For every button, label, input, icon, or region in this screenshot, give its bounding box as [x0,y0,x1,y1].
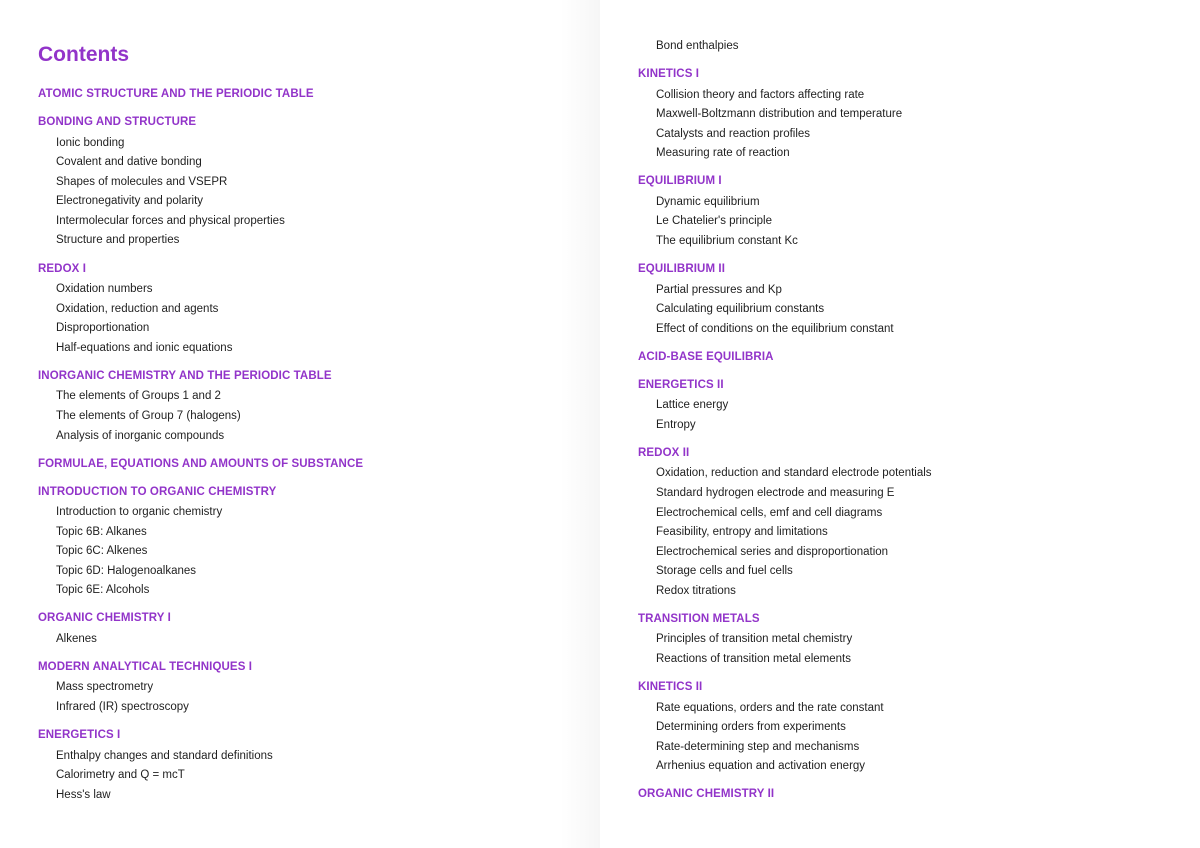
contents-item: Dynamic equilibrium [656,196,760,208]
contents-item: Oxidation, reduction and agents [56,303,219,315]
section-heading: ACID-BASE EQUILIBRIA [638,351,774,363]
section-heading: INTRODUCTION TO ORGANIC CHEMISTRY [38,486,277,498]
contents-item: Collision theory and factors affecting rate [656,89,865,101]
contents-item: Alkenes [56,633,97,645]
section-heading: ATOMIC STRUCTURE AND THE PERIODIC TABLE [38,88,314,100]
contents-item: Lattice energy [656,399,729,411]
section-heading: FORMULAE, EQUATIONS AND AMOUNTS OF SUBSTANCE [38,458,364,470]
contents-item: Maxwell-Boltzmann distribution and temperature [656,108,903,120]
contents-item: Hess's law [56,789,111,801]
section-heading: KINETICS I [638,68,700,80]
contents-item: The elements of Groups 1 and 2 [56,390,221,402]
section-heading: TRANSITION METALS [638,613,760,625]
contents-item: Standard hydrogen electrode and measuring E [656,487,895,499]
contents-item: Mass spectrometry [56,681,154,693]
contents-item: Le Chatelier's principle [656,215,772,227]
contents-item: Entropy [656,419,696,431]
contents-item: The elements of Group 7 (halogens) [56,410,241,422]
contents-item: Electrochemical cells, emf and cell diagrams [656,507,883,519]
contents-item: Principles of transition metal chemistry [656,633,853,645]
contents-item: Redox titrations [656,585,736,597]
contents-item: Topic 6B: Alkanes [56,526,147,538]
section-heading: INORGANIC CHEMISTRY AND THE PERIODIC TABLE [38,370,332,382]
right-page [600,0,1200,848]
contents-item: Rate-determining step and mechanisms [656,741,860,753]
section-heading: KINETICS II [638,681,703,693]
contents-item: Arrhenius equation and activation energy [656,760,866,772]
contents-item: Rate equations, orders and the rate constant [656,702,884,714]
contents-item: Shapes of molecules and VSEPR [56,176,228,188]
contents-item: Oxidation numbers [56,283,153,295]
contents-item: Analysis of inorganic compounds [56,430,225,442]
contents-item: Structure and properties [56,234,180,246]
contents-item: Intermolecular forces and physical properties [56,215,285,227]
contents-item: Enthalpy changes and standard definitions [56,750,273,762]
contents-item: Electrochemical series and disproportionation [656,546,889,558]
section-heading: MODERN ANALYTICAL TECHNIQUES I [38,661,253,673]
contents-item: Topic 6E: Alcohols [56,584,150,596]
contents-item: Bond enthalpies [656,40,739,52]
section-heading: REDOX II [638,447,690,459]
contents-item: Catalysts and reaction profiles [656,128,811,140]
section-heading: BONDING AND STRUCTURE [38,116,197,128]
contents-item: Infrared (IR) spectroscopy [56,701,189,713]
contents-item: Half-equations and ionic equations [56,342,233,354]
contents-item: Determining orders from experiments [656,721,846,733]
section-heading: EQUILIBRIUM II [638,263,726,275]
section-heading: ORGANIC CHEMISTRY II [638,788,775,800]
section-heading: ENERGETICS II [638,379,724,391]
section-heading: REDOX I [38,263,86,275]
contents-item: Topic 6C: Alkenes [56,545,148,557]
contents-item: Disproportionation [56,322,150,334]
contents-item: Ionic bonding [56,137,125,149]
page-title: Contents [38,43,129,66]
contents-item: Topic 6D: Halogenoalkanes [56,565,197,577]
section-heading: ORGANIC CHEMISTRY I [38,612,171,624]
contents-item: Oxidation, reduction and standard electrode potentials [656,467,932,479]
contents-item: Covalent and dative bonding [56,156,202,168]
contents-item: The equilibrium constant Kc [656,235,798,247]
contents-item: Measuring rate of reaction [656,147,790,159]
section-heading: EQUILIBRIUM I [638,175,722,187]
contents-item: Introduction to organic chemistry [56,506,223,518]
contents-item: Calorimetry and Q = mcT [56,769,185,781]
contents-item: Calculating equilibrium constants [656,303,825,315]
contents-item: Feasibility, entropy and limitations [656,526,828,538]
contents-item: Partial pressures and Kp [656,284,782,296]
contents-item: Reactions of transition metal elements [656,653,851,665]
contents-item: Electronegativity and polarity [56,195,204,207]
contents-item: Effect of conditions on the equilibrium constant [656,323,894,335]
contents-item: Storage cells and fuel cells [656,565,793,577]
section-heading: ENERGETICS I [38,729,121,741]
page-fold-shadow [560,0,600,848]
